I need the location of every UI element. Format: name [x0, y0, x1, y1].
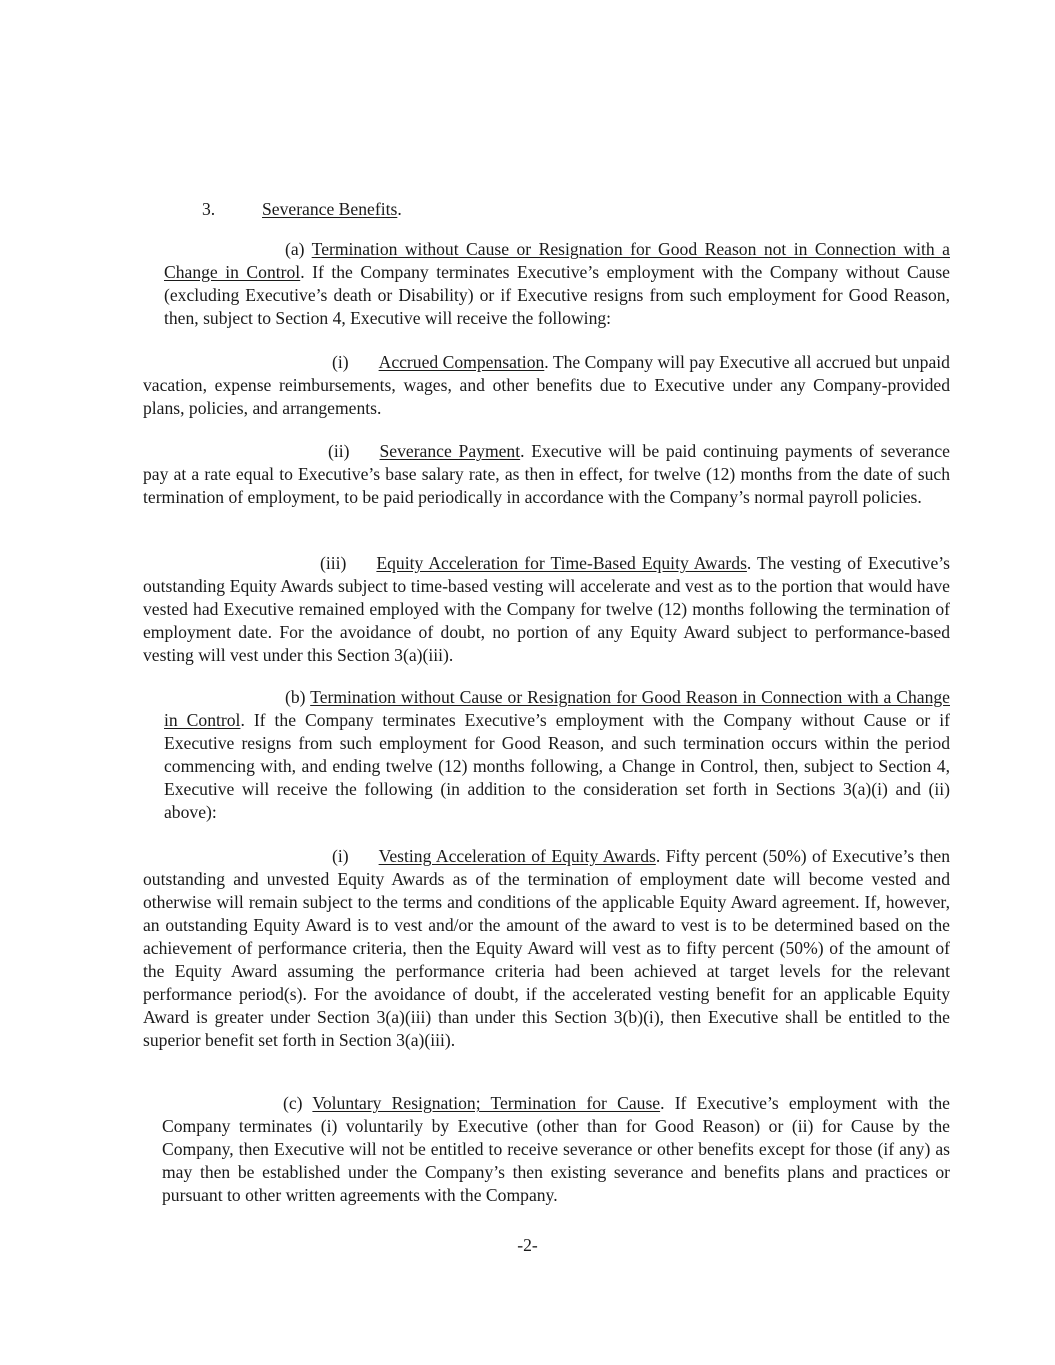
paragraph-text: . The vesting of Executive’s outstanding Equity Awards subject to time-based vesting will accelerate and vest as to the portion that would have vested had Executive remained employed with the Company for twelve (12) months following the termination of employment date. For the avoidance of doubt, no portion of any Equity Award subject to performance-based vesting will vest under this Section 3(a)(iii).: [143, 553, 950, 665]
paragraph-label: (iii): [320, 553, 347, 573]
paragraph-3a-ii: [143, 440, 950, 509]
paragraph-3a-iii: [143, 552, 950, 667]
paragraph-text: . The Company will pay Executive all accrued but unpaid vacation, expense reimbursements, wages, and other benefits due to Executive under any Company-provided plans, policies, and arrangements.: [143, 352, 950, 418]
paragraph-label: (i): [332, 352, 349, 372]
paragraph-label: (c): [283, 1093, 303, 1113]
paragraph-label: (a): [285, 239, 305, 259]
paragraph-label: (i): [332, 846, 349, 866]
section-number: 3.: [202, 199, 216, 219]
paragraph-label: (b): [285, 687, 306, 707]
section-heading: [202, 198, 402, 221]
paragraph-title: Severance Payment: [379, 441, 521, 461]
paragraph-3a: [164, 238, 950, 330]
paragraph-title: Termination without Cause or Resignation for Good Reason not in Connection with a Change in Control: [164, 239, 950, 282]
paragraph-title: Voluntary Resignation; Termination for Cause: [312, 1093, 661, 1113]
paragraph-title: Equity Acceleration for Time-Based Equity Awards: [376, 553, 747, 573]
paragraph-3c: [162, 1092, 950, 1207]
paragraph-3b: [164, 686, 950, 824]
paragraph-label: (ii): [328, 441, 350, 461]
paragraph-title: Termination without Cause or Resignation for Good Reason in Connection with a Change in Control: [164, 687, 950, 730]
paragraph-text: . If the Company terminates Executive’s employment with the Company without Cause or if Executive resigns from such employment for Good Reason, and such termination occurs within the period commencing with, and ending twelve (12) months following, a Change in Control, then, subject to Section 4, Executive will receive the following (in addition to the consideration set forth in Sections 3(a)(i) and (ii) above):: [164, 710, 950, 822]
section-title-punct: .: [397, 199, 402, 219]
paragraph-3a-i: [143, 351, 950, 420]
paragraph-title: Accrued Compensation: [378, 352, 545, 372]
paragraph-text: . If the Company terminates Executive’s employment with the Company without Cause (excluding Executive’s death or Disability) or if Executive resigns from such employment for Good Reason, then, subject to Section 4, Executive will receive the following:: [164, 262, 950, 328]
section-title: Severance Benefits: [262, 199, 398, 219]
paragraph-text: . Executive will be paid continuing payments of severance pay at a rate equal to Executive’s base salary rate, as then in effect, for twelve (12) months from the date of such termination of employment, to be paid periodically in accordance with the Company’s normal payroll policies.: [143, 441, 950, 507]
paragraph-text: . Fifty percent (50%) of Executive’s then outstanding and unvested Equity Awards as of the termination of employment date will become vested and otherwise will remain subject to the terms and conditions of the applicable Equity Award agreement. If, however, an outstanding Equity Award is to vest and/or the amount of the award to vest is to be determined based on the achievement of performance criteria, then the Equity Award will vest as to fifty percent (50%) of the amount of the Equity Award assuming the performance criteria had been achieved at target levels for the relevant performance period(s). For the avoidance of doubt, if the accelerated vesting benefit for an applicable Equity Award is greater under Section 3(a)(iii) than under this Section 3(b)(i), then Executive shall be entitled to the superior benefit set forth in Section 3(a)(iii).: [143, 846, 950, 1050]
paragraph-title: Vesting Acceleration of Equity Awards: [378, 846, 656, 866]
page-number: -2-: [517, 1235, 538, 1255]
paragraph-3b-i: [143, 845, 950, 1052]
paragraph-text: . If Executive’s employment with the Company terminates (i) voluntarily by Executive (other than for Good Reason) or (ii) for Cause by the Company, then Executive will not be entitled to receive severance or other benefits except for those (if any) as may then be established under the Company’s then existing severance and benefits plans and practices or pursuant to other written agreements with the Company.: [162, 1093, 950, 1205]
